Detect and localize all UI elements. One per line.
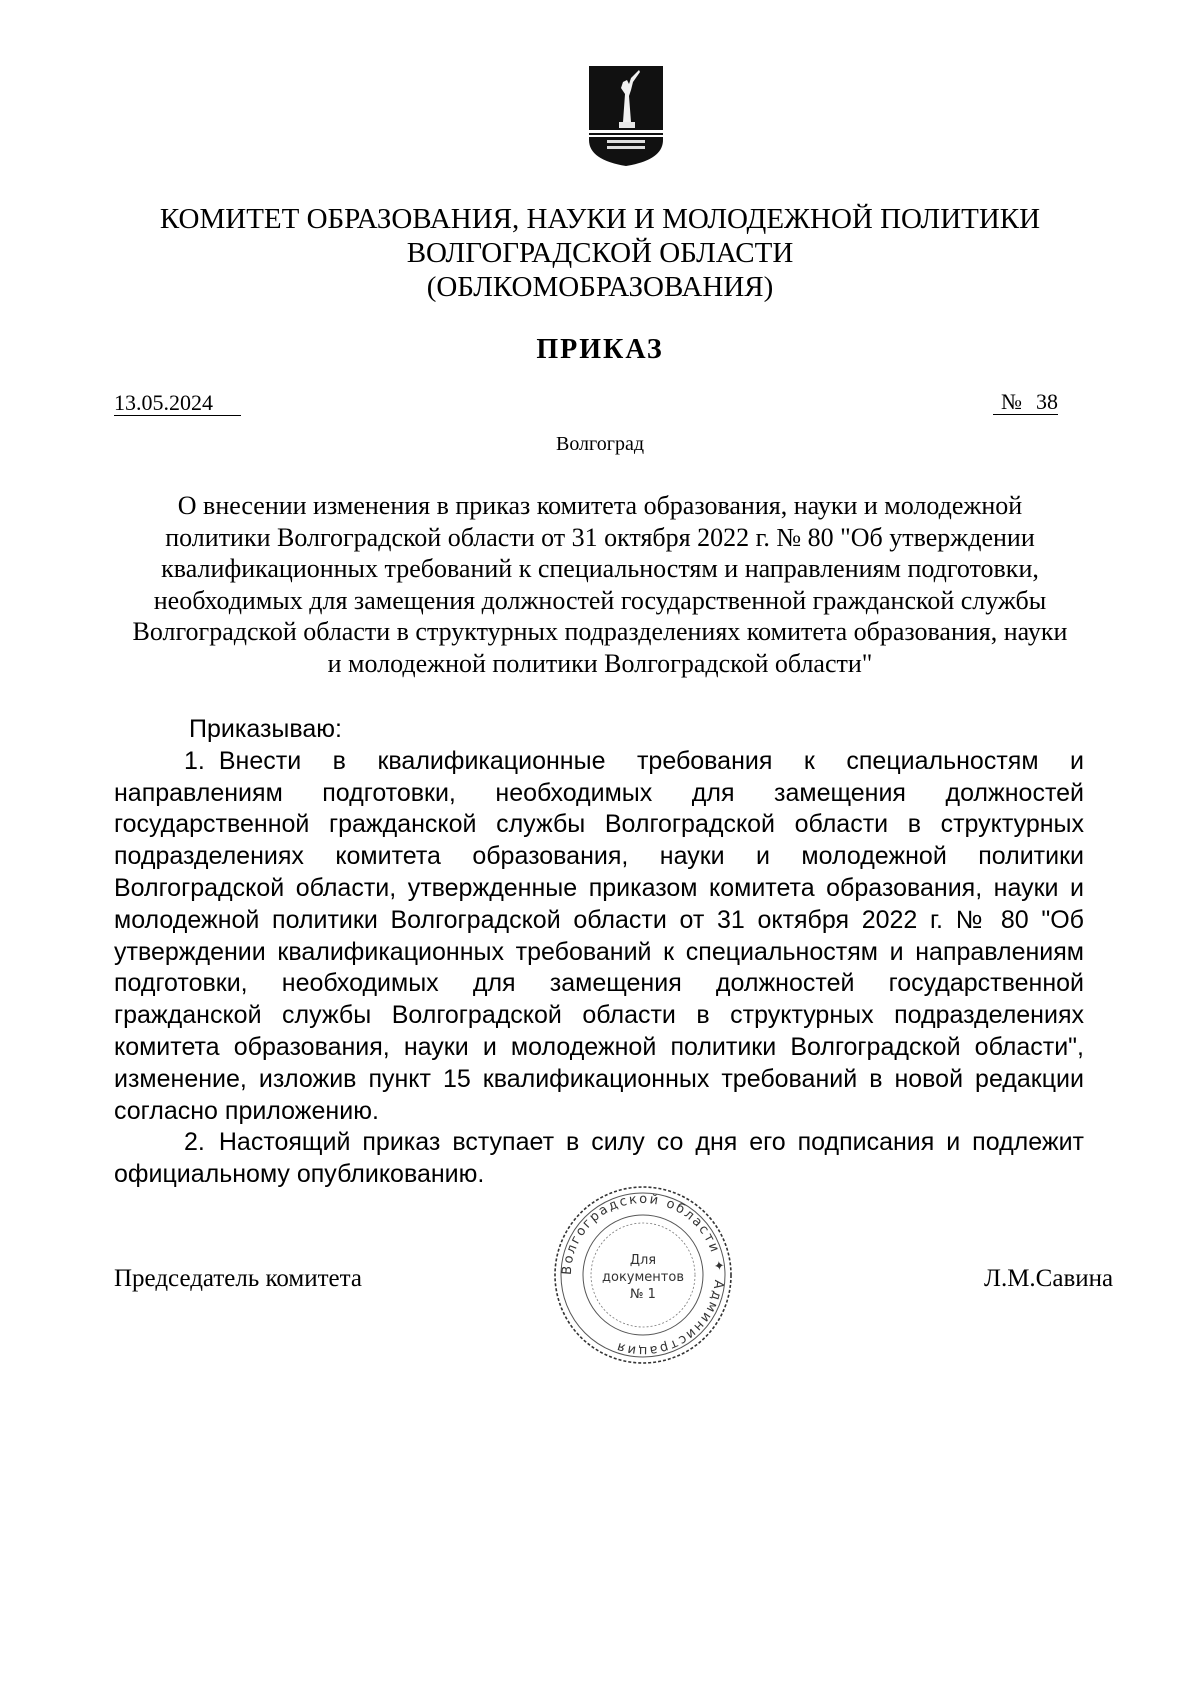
title-line: квалификационных требований к специальностям и направлениям подготовки, — [161, 554, 1039, 583]
document-number — [993, 390, 1058, 415]
city: Волгоград — [555, 433, 645, 455]
order-item-1 — [114, 746, 1084, 1128]
item-text: Внести в квалификационные требования к специальностям и направлениям подготовки, необходимых для замещения должностей государственной гражданской службы Волгоградской области в структурных подразделениях комитета образования, науки и молодежной политики Волгоградской области, утвержденные приказом комитета образования, науки и молодежной политики Волгоградской области от 31 октября 2022 г. № 80 "Об утверждении квалификационных требований к специальностям и направлениям подготовки, необходимых для замещения должностей государственной гражданской службы Волгоградской области в структурных подразделениях комитета образования, науки и молодежной политики Волгоградской области", изменение, изложив пункт 15 квалификационных требований в новой редакции согласно приложению. — [114, 746, 1084, 1125]
signatory-name: Л.М.Савина — [984, 1265, 1114, 1292]
item-text: Настоящий приказ вступает в силу со дня его подписания и подлежит официальному опубликованию. — [114, 1128, 1084, 1189]
document-date — [114, 390, 241, 416]
org-line-1: КОМИТЕТ ОБРАЗОВАНИЯ, НАУКИ И МОЛОДЕЖНОЙ ПОЛИТИКИ — [159, 203, 1041, 235]
item-number: 2. — [184, 1128, 205, 1157]
title-line: О внесении изменения в приказ комитета образования, науки и молодежной — [177, 491, 1023, 520]
order-word: Приказываю: — [189, 715, 342, 743]
coat-of-arms-icon — [587, 64, 665, 168]
org-line-2: ВОЛГОГРАДСКОЙ ОБЛАСТИ — [406, 237, 794, 269]
document-body — [114, 714, 1084, 1191]
stamp-text-1: Для — [629, 1253, 657, 1268]
title-line: и молодежной политики Волгоградской области" — [327, 648, 873, 678]
document-title — [110, 490, 1090, 679]
stamp-text-2: документов — [602, 1270, 684, 1285]
number-value: 38 — [1036, 389, 1058, 414]
number-sign: № — [1001, 389, 1022, 414]
document-type: ПРИКАЗ — [536, 334, 664, 365]
org-line-3: (ОБЛКОМОБРАЗОВАНИЯ) — [426, 271, 774, 303]
title-line: необходимых для замещения должностей государственной гражданской службы — [153, 585, 1047, 615]
date-value: 13.05.2024 — [114, 391, 241, 416]
stamp-ring-text: Волгоградской области ✦ Администрация — [559, 1191, 727, 1359]
title-line: Волгоградской области в структурных подразделениях комитета образования, науки — [132, 617, 1068, 646]
signatory-position: Председатель комитета — [114, 1265, 362, 1292]
stamp-text-3: № 1 — [630, 1287, 656, 1302]
title-line: политики Волгоградской области от 31 октября 2022 г. № 80 "Об утверждении — [165, 522, 1035, 552]
organization-heading — [100, 202, 1100, 304]
official-stamp-icon — [548, 1180, 738, 1370]
item-number: 1. — [184, 746, 205, 775]
